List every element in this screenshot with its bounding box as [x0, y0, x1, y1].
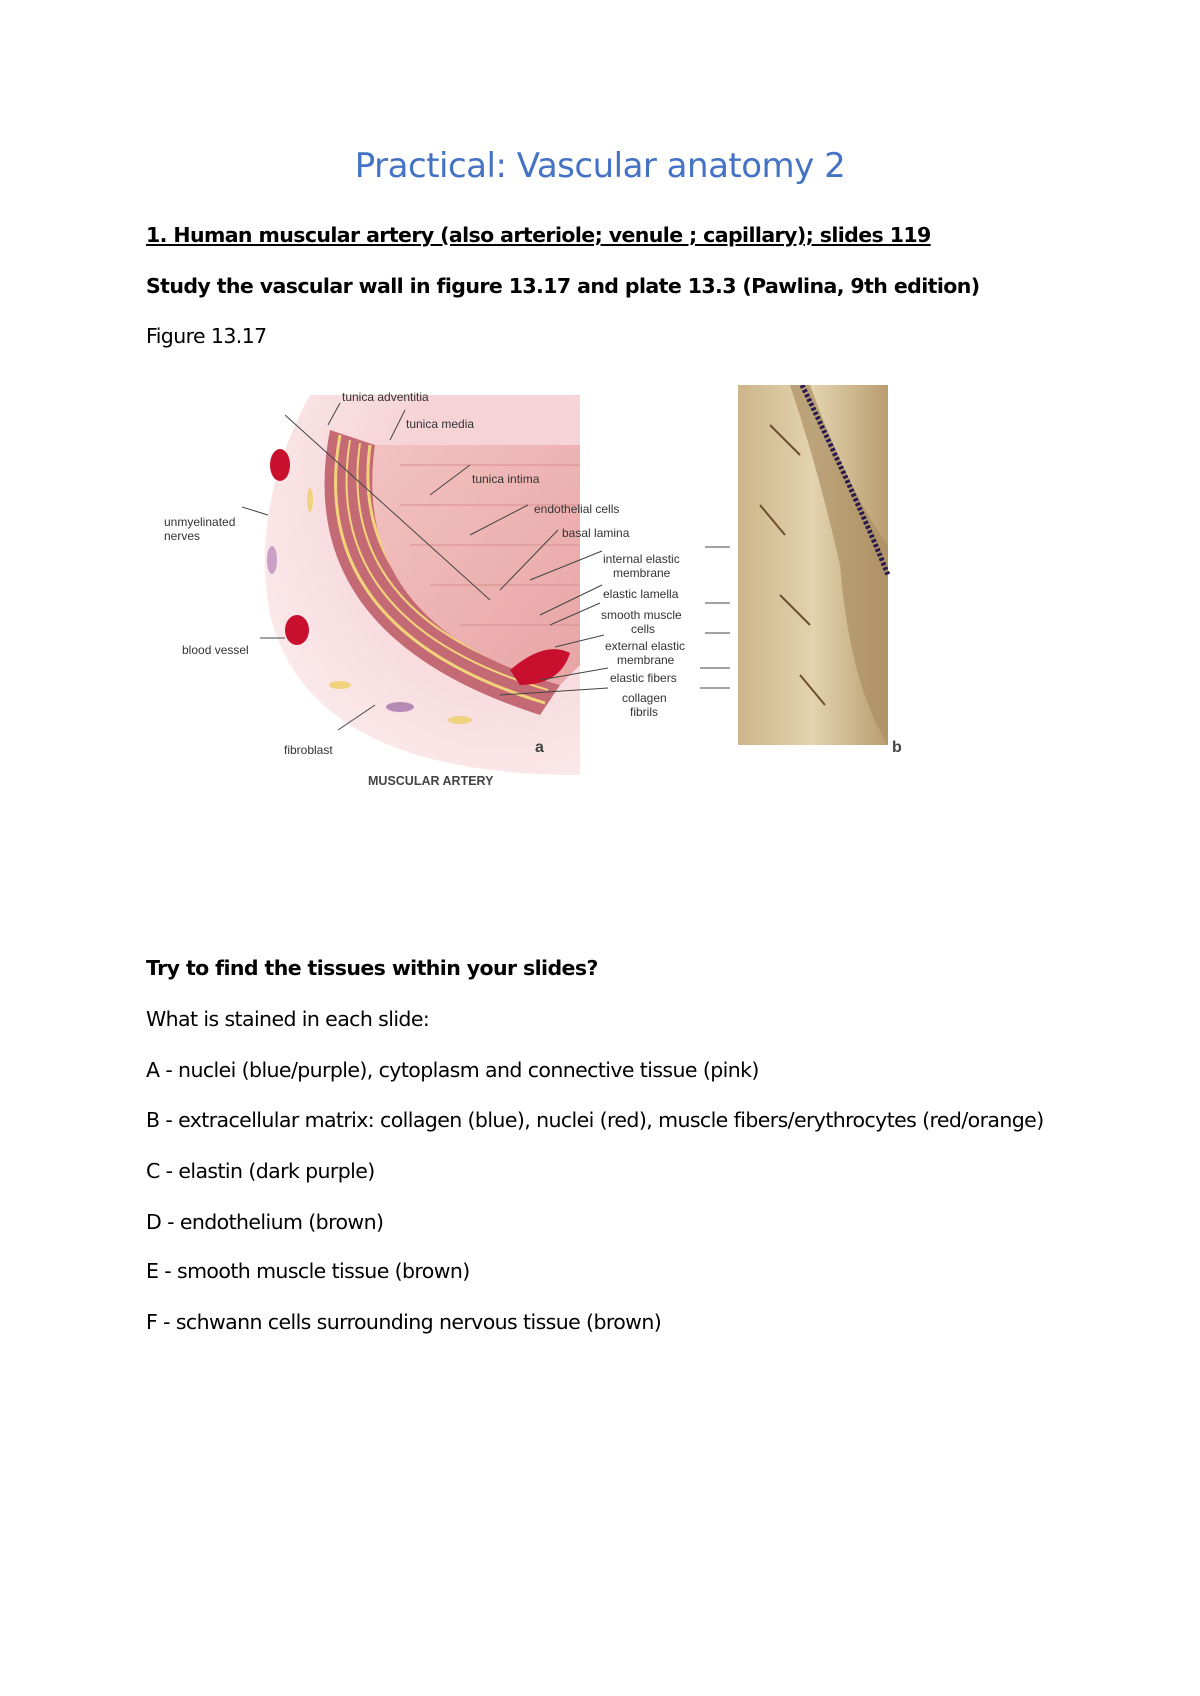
panel-a-letter: a	[535, 739, 544, 756]
panel-b-letter: b	[892, 739, 902, 756]
label-unmyelinated-1: unmyelinated	[164, 515, 236, 529]
figure-label: Figure 13.17	[146, 324, 267, 348]
stain-item-a: A - nuclei (blue/purple), cytoplasm and connective tissue (pink)	[146, 1058, 759, 1082]
label-tunica-media: tunica media	[406, 417, 475, 431]
section-heading: 1. Human muscular artery (also arteriole; venule ; capillary); slides 119	[146, 223, 931, 247]
label-tunica-intima: tunica intima	[472, 472, 540, 486]
stain-intro: What is stained in each slide:	[146, 1007, 430, 1031]
label-unmyelinated-2: nerves	[164, 529, 201, 543]
label-external-elastic-2: membrane	[617, 653, 675, 667]
label-fibroblast: fibroblast	[284, 743, 333, 757]
label-smooth-muscle-1: smooth muscle	[601, 608, 682, 622]
muscular-artery-illustration	[160, 385, 920, 825]
label-internal-elastic-1: internal elastic	[603, 552, 680, 566]
figure-caption: MUSCULAR ARTERY	[368, 774, 494, 788]
panel-b-micrograph	[738, 385, 888, 745]
stain-item-f: F - schwann cells surrounding nervous tissue (brown)	[146, 1310, 662, 1334]
page-title: Practical: Vascular anatomy 2	[354, 146, 846, 186]
stain-item-b: B - extracellular matrix: collagen (blue), nuclei (red), muscle fibers/erythrocytes (red/orange)	[146, 1108, 1044, 1132]
stain-item-d: D - endothelium (brown)	[146, 1210, 384, 1234]
label-elastic-lamella: elastic lamella	[603, 587, 679, 601]
label-external-elastic-1: external elastic	[605, 639, 686, 653]
label-collagen-2: fibrils	[630, 705, 659, 719]
label-collagen-1: collagen	[622, 691, 667, 705]
label-elastic-fibers: elastic fibers	[610, 671, 677, 685]
stain-item-c: C - elastin (dark purple)	[146, 1159, 375, 1183]
instruction-text: Study the vascular wall in figure 13.17 and plate 13.3 (Pawlina, 9th edition)	[146, 274, 980, 298]
label-blood-vessel: blood vessel	[182, 643, 249, 657]
stain-item-e: E - smooth muscle tissue (brown)	[146, 1259, 470, 1283]
label-basal-lamina: basal lamina	[562, 526, 630, 540]
question-text: Try to find the tissues within your slides?	[146, 956, 598, 980]
label-smooth-muscle-2: cells	[631, 622, 656, 636]
label-endothelial-cells: endothelial cells	[534, 502, 620, 516]
label-internal-elastic-2: membrane	[613, 566, 671, 580]
figure-13-17	[160, 385, 920, 825]
label-tunica-adventitia: tunica adventitia	[342, 390, 429, 404]
